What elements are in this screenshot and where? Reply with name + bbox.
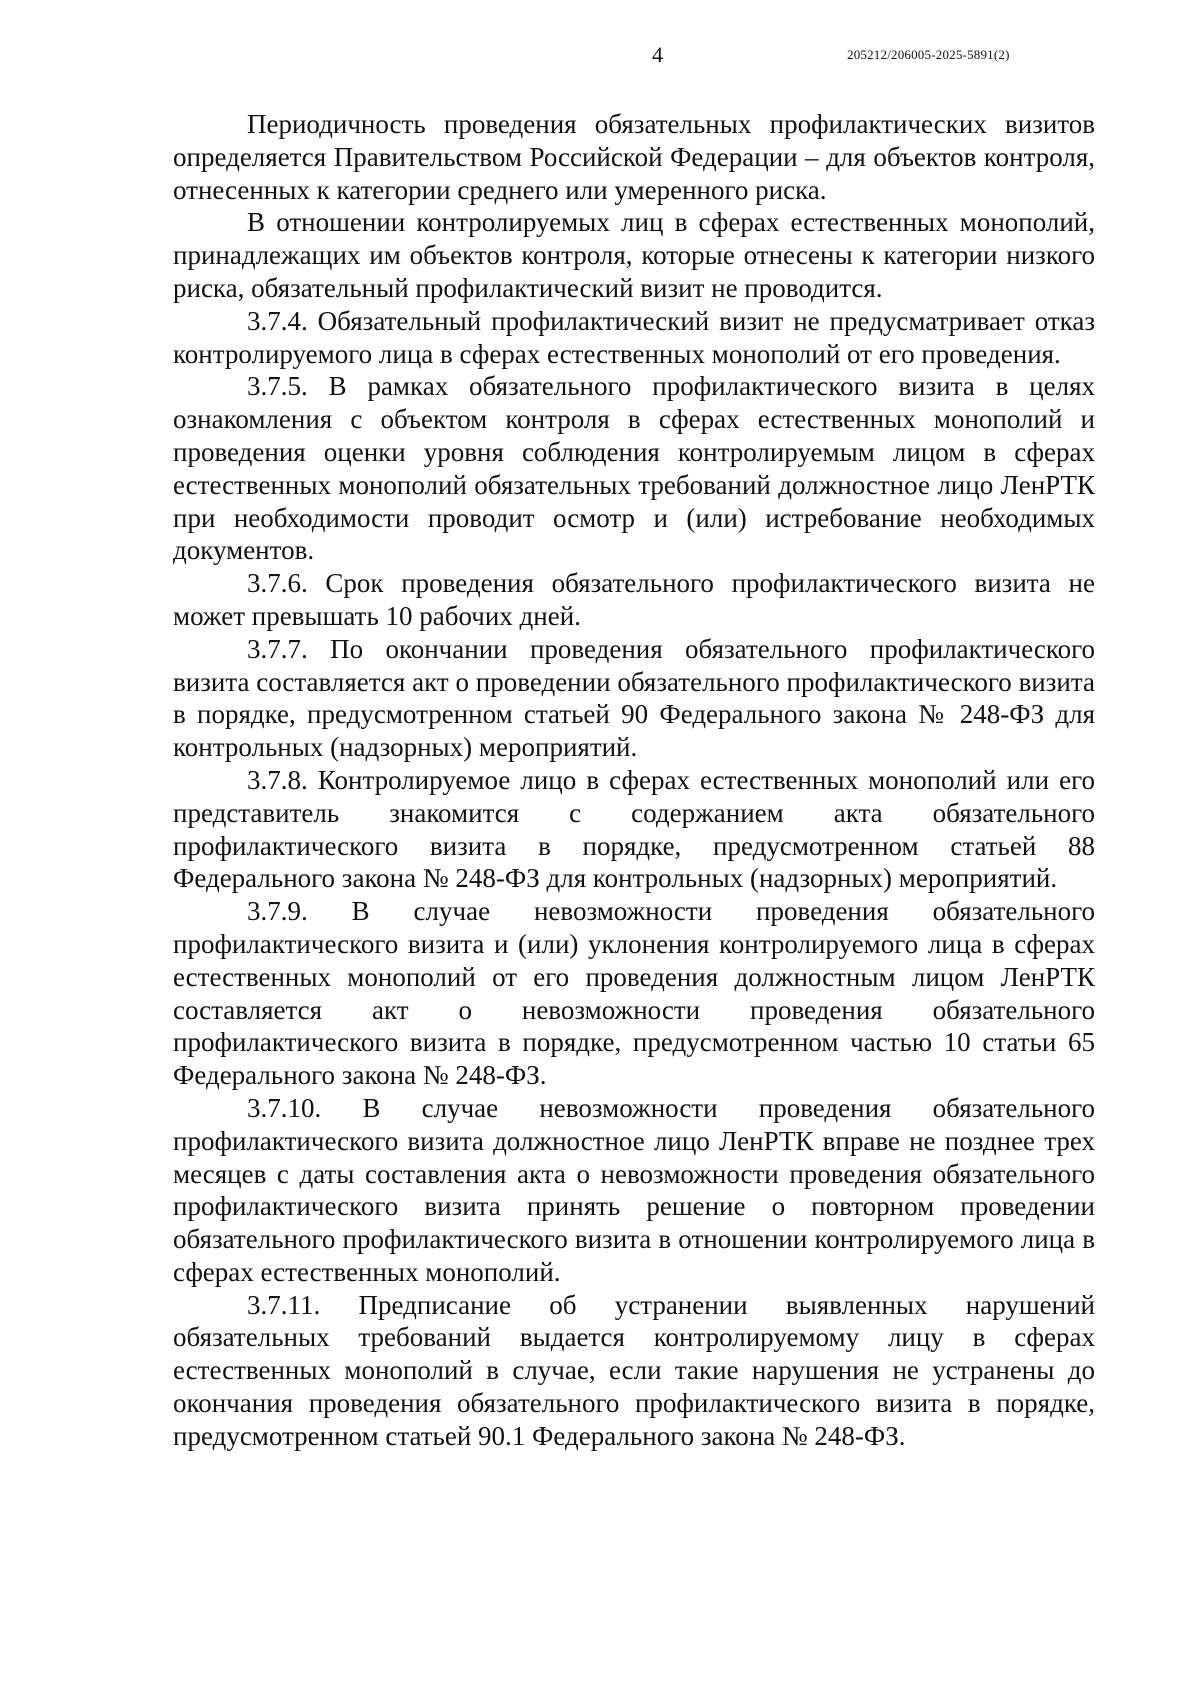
paragraph-3-7-10: 3.7.10. В случае невозможности проведения обязательного профилактического визита должностное лицо ЛенРТК вправе не позднее трех месяцев с даты составления акта о невозможности проведения обязательного профилактического визита принять решение о повторном проведении обязательного профилактического визита в отношении контролируемого лица в сферах естественных монополий. (173, 1092, 1095, 1287)
paragraph-3-7-4: 3.7.4. Обязательный профилактический визит не предусматривает отказ контролируемого лица в сферах естественных монополий от его проведения. (173, 305, 1095, 369)
page-number: 4 (652, 42, 663, 67)
paragraph-periodicity: Периодичность проведения обязательных профилактических визитов определяется Правительством Российской Федерации – для объектов контроля, отнесенных к категории среднего или умеренного риска. (173, 109, 1095, 205)
paragraph-low-risk: В отношении контролируемых лиц в сферах естественных монополий, принадлежащих им объектов контроля, которые отнесены к категории низкого риска, обязательный профилактический визит не проводится. (173, 207, 1095, 303)
paragraph-3-7-7: 3.7.7. По окончании проведения обязательного профилактического визита составляется акт о проведении обязательного профилактического визита в порядке, предусмотренном статьей 90 Федерального закона № 248-ФЗ для контрольных (надзорных) мероприятий. (173, 633, 1095, 763)
paragraph-3-7-9: 3.7.9. В случае невозможности проведения обязательного профилактического визита и (или) уклонения контролируемого лица в сферах естественных монополий от его проведения должностным лицом ЛенРТК составляется акт о невозможности проведения обязательного профилактического визита в порядке, предусмотренном частью 10 статьи 65 Федерального закона № 248-ФЗ. (173, 896, 1095, 1091)
paragraph-3-7-6: 3.7.6. Срок проведения обязательного профилактического визита не может превышать 10 рабочих дней. (173, 568, 1095, 631)
paragraph-3-7-11: 3.7.11. Предписание об устранении выявленных нарушений обязательных требований выдается контролируемому лицу в сферах естественных монополий в случае, если такие нарушения не устранены до окончания проведения обязательного профилактического визита в порядке, предусмотренном статьей 90.1 Федерального закона № 248-ФЗ. (173, 1289, 1095, 1451)
document-body (173, 108, 1095, 1453)
paragraph-3-7-8: 3.7.8. Контролируемое лицо в сферах естественных монополий или его представитель знакомится с содержанием акта обязательного профилактического визита в порядке, предусмотренном статьей 88 Федерального закона № 248-ФЗ для контрольных (надзорных) мероприятий. (173, 764, 1095, 894)
document-id: 205212/206005-2025-5891(2) (847, 47, 1010, 62)
paragraph-3-7-5: 3.7.5. В рамках обязательного профилактического визита в целях ознакомления с объектом контроля в сферах естественных монополий и проведения оценки уровня соблюдения контролируемым лицом в сферах естественных монополий обязательных требований должностное лицо ЛенРТК при необходимости проводит осмотр и (или) истребование необходимых документов. (173, 371, 1095, 566)
